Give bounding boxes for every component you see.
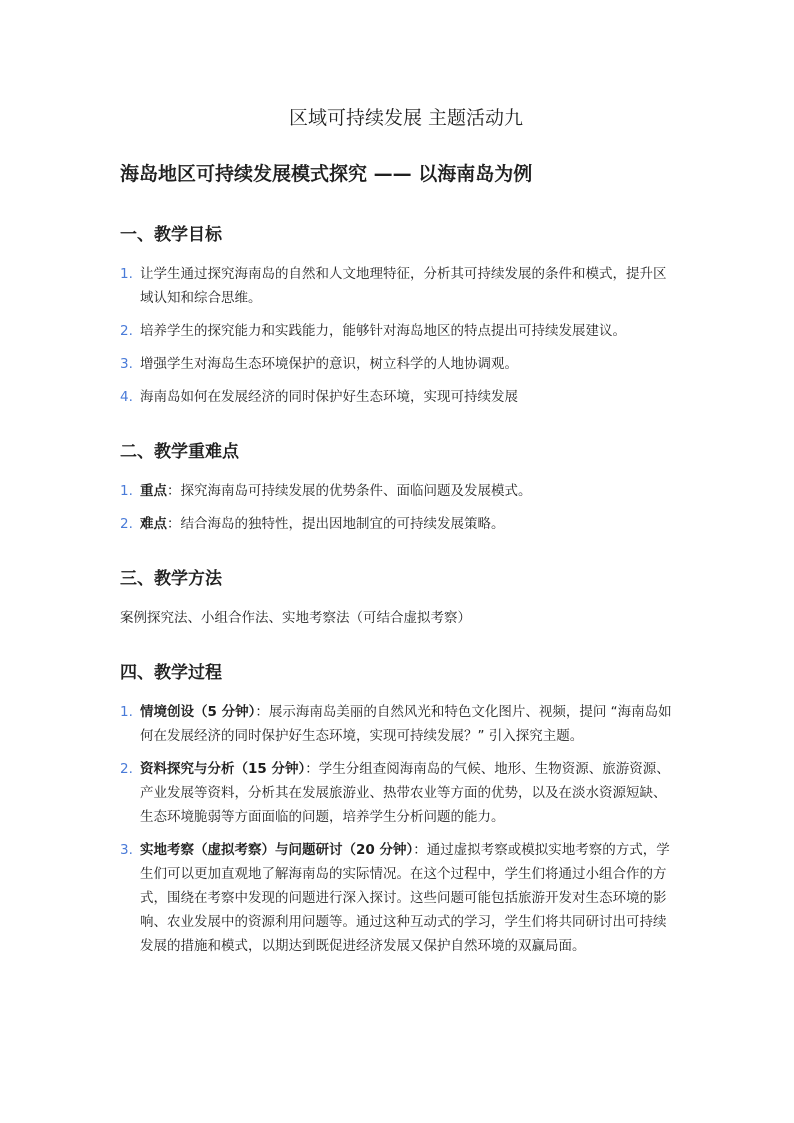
list-item-text: 展示海南岛美丽的自然风光和特色文化图片、视频，提问 “海南岛如何在发展经济的同时保护好生态环境，实现可持续发展？” 引入探究主题。 <box>140 704 672 744</box>
list-item-lead: 实地考察（虚拟考察）与问题研讨（20 分钟） <box>140 842 414 858</box>
list-number: 2. <box>120 761 133 777</box>
section-heading-methods: 三、教学方法 <box>120 569 222 589</box>
list-item-text: 培养学生的探究能力和实践能力，能够针对海岛地区的特点提出可持续发展建议。 <box>140 323 626 339</box>
document-title: 区域可持续发展 主题活动九 <box>288 107 524 129</box>
list-number: 4. <box>120 389 133 405</box>
list-number: 2. <box>120 323 133 339</box>
section-heading-process: 四、教学过程 <box>120 663 222 683</box>
list-item-text: 增强学生对海岛生态环境保护的意识，树立科学的人地协调观。 <box>140 356 518 372</box>
document-subtitle: 海岛地区可持续发展模式探究 —— 以海南岛为例 <box>120 163 533 185</box>
key-points-list <box>120 479 678 536</box>
section-heading-objectives: 一、教学目标 <box>120 225 222 245</box>
list-item-lead: 资料探究与分析（15 分钟） <box>140 761 306 777</box>
list-item <box>120 757 678 829</box>
list-item-lead: 难点 <box>140 516 167 532</box>
list-item-lead: 情境创设（5 分钟） <box>140 704 256 720</box>
list-item <box>120 319 678 343</box>
methods-text: 案例探究法、小组合作法、实地考察法（可结合虚拟考察） <box>120 610 471 626</box>
list-item-text: 学生分组查阅海南岛的气候、地形、生物资源、旅游资源、产业发展等资料，分析其在发展旅游业、热带农业等方面的优势，以及在淡水资源短缺、生态环境脆弱等方面面临的问题，培养学生分析问题的能力。 <box>140 761 670 825</box>
list-item-separator: ： <box>167 483 181 499</box>
list-item <box>120 262 678 310</box>
list-item <box>120 352 678 376</box>
list-item-lead: 重点 <box>140 483 167 499</box>
list-number: 3. <box>120 356 133 372</box>
section-heading-key-points: 二、教学重难点 <box>120 442 239 462</box>
list-number: 1. <box>120 704 133 720</box>
list-item <box>120 838 678 958</box>
list-item-separator: ： <box>305 761 319 777</box>
process-list <box>120 700 678 958</box>
list-item <box>120 700 678 748</box>
list-item-text: 海南岛如何在发展经济的同时保护好生态环境，实现可持续发展 <box>140 389 518 405</box>
list-item-text: 让学生通过探究海南岛的自然和人文地理特征，分析其可持续发展的条件和模式，提升区域认知和综合思维。 <box>140 266 667 306</box>
list-item-separator: ： <box>167 516 181 532</box>
list-number: 3. <box>120 842 133 858</box>
list-item <box>120 385 678 409</box>
list-item-text: 探究海南岛可持续发展的优势条件、面临问题及发展模式。 <box>180 483 532 499</box>
list-item-separator: ： <box>413 842 427 858</box>
list-item <box>120 512 678 536</box>
list-item-text: 结合海岛的独特性，提出因地制宜的可持续发展策略。 <box>180 516 505 532</box>
list-item <box>120 479 678 503</box>
list-number: 1. <box>120 266 133 282</box>
list-number: 1. <box>120 483 133 499</box>
objectives-list <box>120 262 678 409</box>
list-item-separator: ： <box>255 704 269 720</box>
list-number: 2. <box>120 516 133 532</box>
list-item-text: 通过虚拟考察或模拟实地考察的方式，学生们可以更加直观地了解海南岛的实际情况。在这个过程中，学生们将通过小组合作的方式，围绕在考察中发现的问题进行深入探讨。这些问题可能包括旅游开发对生态环境的影响、农业发展中的资源利用问题等。通过这种互动式的学习，学生们将共同研讨出可持续发展的措施和模式，以期达到既促进经济发展又保护自然环境的双赢局面。 <box>140 842 670 954</box>
